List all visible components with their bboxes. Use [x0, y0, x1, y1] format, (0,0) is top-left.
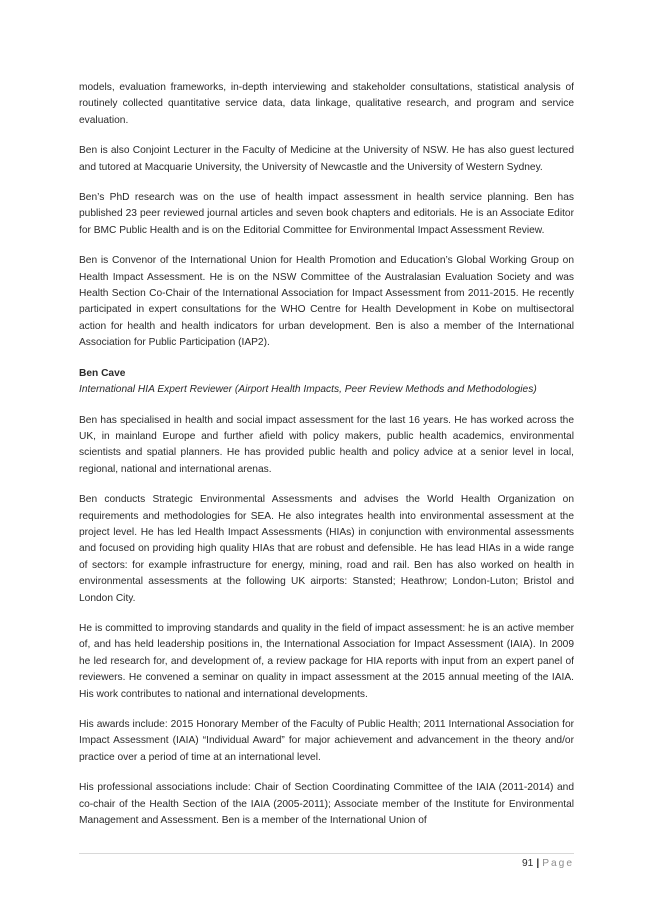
paragraph-methods: models, evaluation frameworks, in-depth interviewing and stakeholder consultations, statistical analysis of routinely collected quantitative service data, data linkage, qualitative research, and program and service evaluation.: [79, 82, 574, 126]
profile-name: Ben Cave: [79, 367, 126, 379]
page-body: [79, 80, 574, 843]
paragraph-specialisation: Ben has specialised in health and social impact assessment for the last 16 years. He has worked across the UK, in mainland Europe and further afield with policy makers, public health academics, environmental scientists and spatial planners. He has provided public health and policy advice at a senior level in local, regional, national and international arenas.: [79, 414, 574, 475]
paragraph-standards: He is committed to improving standards and quality in the field of impact assessment: he is an active member of, and has held leadership positions in, the International Association for Impact Assessment (IAIA). In 2009 he led research for, and development of, a review package for HIA reports with input from an expert panel of reviewers. He convened a seminar on quality in impact assessment at the 2015 annual meeting of the IAIA. His work contributes to national and international developments.: [79, 622, 574, 700]
paragraph-awards: His awards include: 2015 Honorary Member of the Faculty of Public Health; 2011 International Association for Impact Assessment (IAIA) “Individual Award” for major achievement and advancement in the theory and/or practice over a period of time at an international level.: [79, 719, 574, 763]
footer-divider: [79, 853, 574, 854]
paragraph-conjoint-lecturer: Ben is also Conjoint Lecturer in the Faculty of Medicine at the University of NSW. He has also guest lectured and tutored at Macquarie University, the University of Newcastle and the University of Western Sydney.: [79, 145, 574, 173]
paragraph-phd-research: Ben’s PhD research was on the use of health impact assessment in health service planning. Ben has published 23 peer reviewed journal articles and seven book chapters and editorials. He is an Associate Editor for BMC Public Health and is on the Editorial Committee for Environmental Impact Assessment Review.: [79, 192, 574, 236]
paragraph-associations: His professional associations include: Chair of Section Coordinating Committee of the IAIA (2011-2014) and co-chair of the Health Section of the IAIA (2005-2011); Associate member of the Institute for Environmental Management and Assessment. Ben is a member of the International Union of: [79, 782, 574, 827]
footer-separator: |: [536, 858, 540, 869]
paragraph-sea: Ben conducts Strategic Environmental Assessments and advises the World Health Organization on requirements and methodologies for SEA. He also integrates health into environmental assessment at the project level. He has led Health Impact Assessments (HIAs) in conjunction with environmental assessments and focused on providing high quality HIAs that are robust and defensible. He has lead HIAs in a wide range of sectors: for example infrastructure for energy, mining, road and rail. Ben has also worked on health in environmental assessments at the following UK airports: Stansted; Heathrow; London-Luton; Bristol and London City.: [79, 494, 574, 604]
paragraph-convenor: Ben is Convenor of the International Union for Health Promotion and Education’s Global Working Group on Health Impact Assessment. He is on the NSW Committee of the Australasian Evaluation Society and was Health Section Co-Chair of the International Association for Impact Assessment from 2011-2015. He recently participated in expert consultations for the WHO Centre for Health Development in Kobe on multisectoral action for health and health indicators for urban development. Ben is also a member of the International Association for Public Participation (IAP2).: [79, 255, 574, 349]
page-label: Page: [542, 858, 574, 869]
page-number: 91: [522, 858, 534, 869]
profile-role: International HIA Expert Reviewer (Airport Health Impacts, Peer Review Methods and Methodologies): [79, 384, 537, 396]
page-footer: [522, 857, 574, 871]
